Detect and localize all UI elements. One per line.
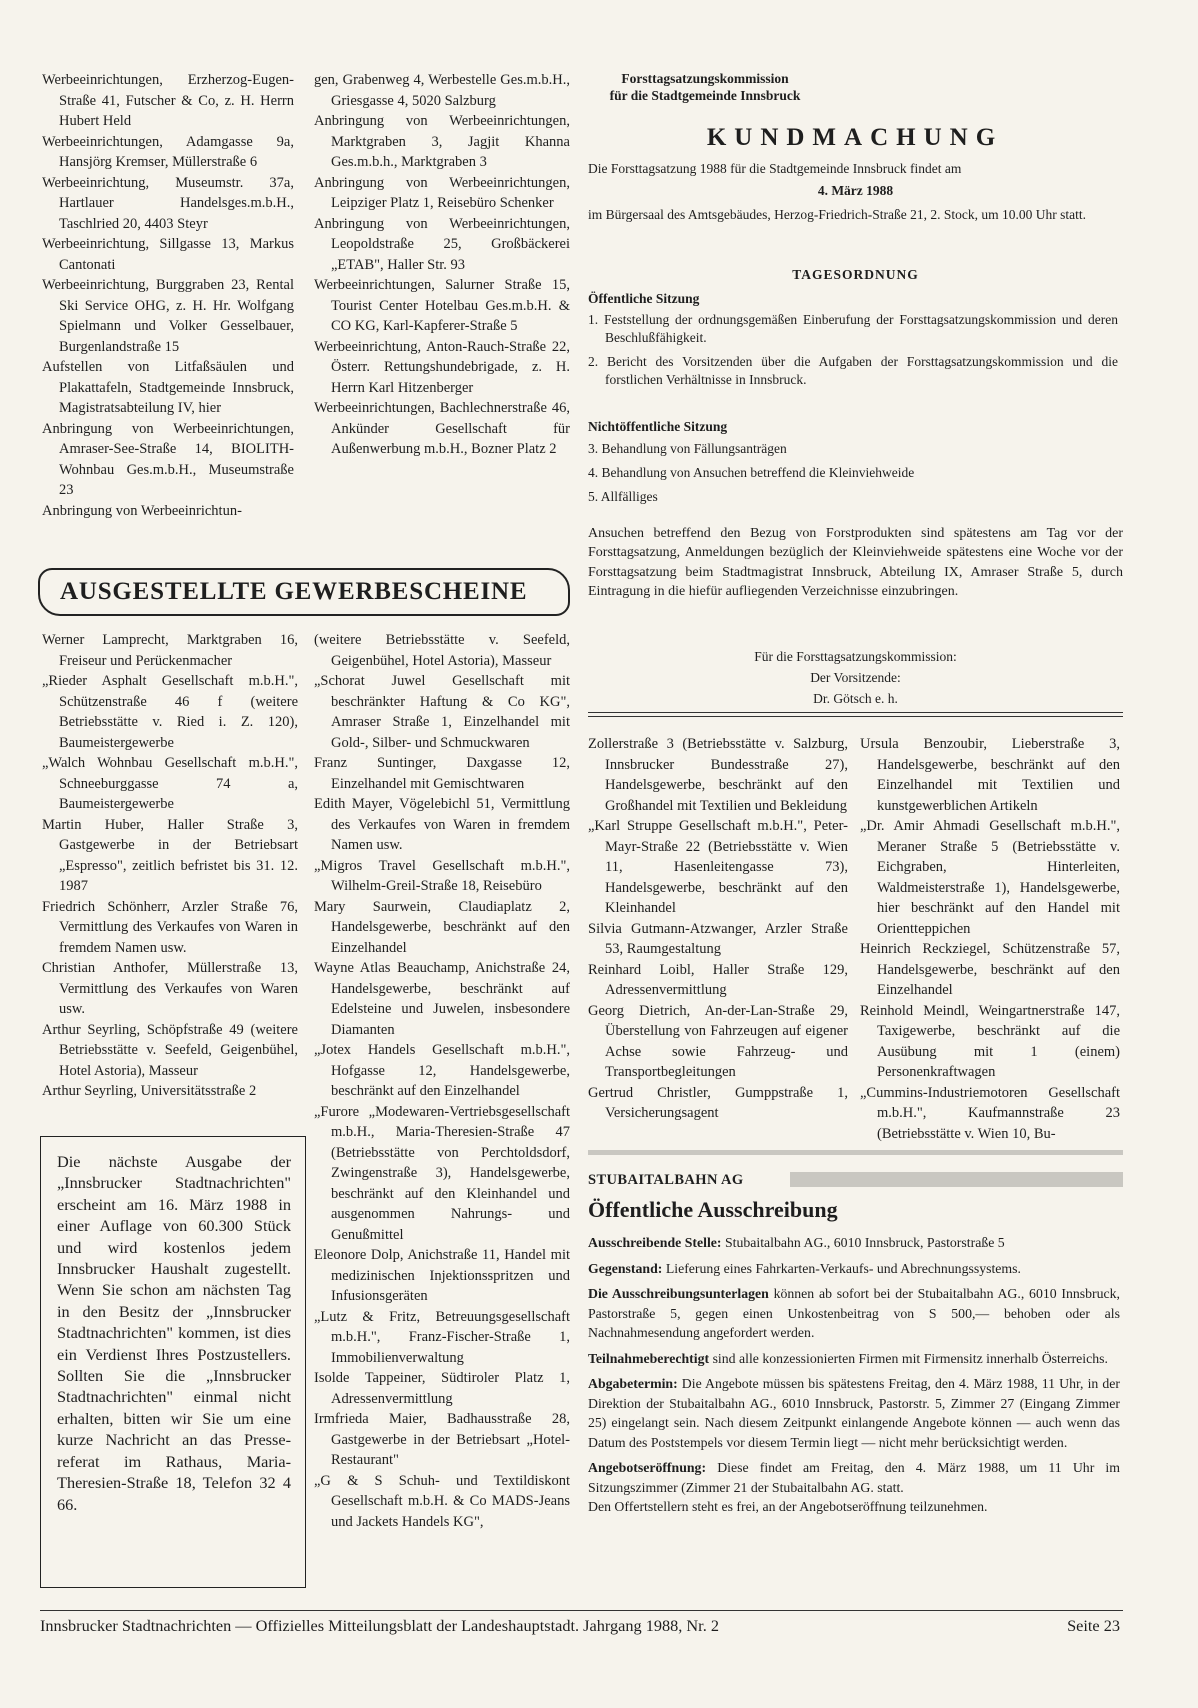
list-item: Werbeeinrichtungen, Erzherzog-Eugen-Straße 41, Futscher & Co, z. H. Herrn Hubert Held — [42, 72, 294, 129]
paragraph-text: Lieferung eines Fahrkarten-Verkaufs- und Abrechnungssystems. — [665, 1260, 1021, 1276]
agenda-item: 2. Bericht des Vorsitzenden über die Aufgaben der Forsttagsatzungskommission und die forstlichen Verhältnisse in Innsbruck. — [588, 354, 1118, 387]
agenda-item: 1. Feststellung der ordnungsgemäßen Einberufung der Forsttagsatzungskommission und deren Beschlußfähigkeit. — [588, 312, 1118, 345]
org-line-1: Forsttagsatzungskommission — [621, 71, 789, 86]
list-item: „Walch Wohnbau Gesellschaft m.b.H.", Schneeburggasse 74 a, Baumeistergewerbe — [42, 755, 298, 812]
list-item: Heinrich Reckziegel, Schützenstraße 57, Handelsgewerbe, beschränkt auf den Einzelhandel — [860, 941, 1120, 998]
list-item: „Lutz & Fritz, Betreuungsgesellschaft m.b.H.", Franz-Fischer-Straße 1, Immobilienverwaltung — [314, 1308, 570, 1366]
list-item: Zollerstraße 3 (Betriebsstätte v. Salzburg, Innsbrucker Bundesstraße 27), Handelsgewerbe, beschränkt auf den Großhandel mit Textilien und Bekleidung — [588, 736, 848, 814]
private-session-title: Nichtöffentliche Sitzung — [588, 419, 728, 434]
paragraph-label: Abgabetermin: — [588, 1376, 678, 1391]
list-item: Christian Anthofer, Müllerstraße 13, Vermittlung des Verkaufes von Waren usw. — [42, 960, 298, 1017]
org-line-2: für die Stadtgemeinde Innsbruck — [609, 88, 801, 103]
list-item: Irmfrieda Maier, Badhausstraße 28, Gastgewerbe in der Betriebsart „Hotel-Restaurant" — [314, 1411, 570, 1468]
list-item: Werbeeinrichtungen, Salurner Straße 15, Tourist Center Hotelbau Ges.m.b.H. & CO KG, Karl-Kapferer-Straße 5 — [314, 277, 570, 334]
list-item: Friedrich Schönherr, Arzler Straße 76, Vermittlung des Verkaufes von Waren in fremdem Namen usw. — [42, 898, 298, 956]
ausschreibung-title: Öffentliche Ausschreibung — [588, 1197, 838, 1222]
signature-line: Dr. Götsch e. h. — [813, 691, 898, 706]
notice-text: Die nächste Ausgabe der „Innsbrucker Stadtnachrichten" erscheint am 16. März 1988 in einer Auflage von 60.300 Stück und wird kostenlos jedem Innsbrucker Haushalt zugestellt. Wenn Sie schon am nächsten Tag in den Besitz der „Innsbrucker Stadtnachrichten" kommen, ist dies ein Verdienst Ihres Postzustellers. Sollten Sie die „Innsbrucker Stadtnachrichten" einmal nicht erhalten, bitten wir Sie um eine kurze Nachricht an das Presse-referat im Rathaus, Maria-Theresien-Straße 18, Telefon 32 4 66. — [57, 1152, 291, 1514]
list-item: Wayne Atlas Beauchamp, Anichstraße 24, Handelsgewerbe, beschränkt auf Edelsteine und Juwelen, insbesondere Diamanten — [314, 960, 570, 1038]
page-number: Seite 23 — [1067, 1616, 1120, 1635]
col3-bottom-listing — [588, 734, 848, 1124]
list-item: Anbringung von Werbeeinrichtungen, Amraser-See-Straße 14, BIOLITH-Wohnbau Ges.m.b.H., Museumstraße 23 — [42, 420, 294, 498]
kundmachung-title: KUNDMACHUNG — [706, 124, 1004, 151]
col4-bottom-listing — [860, 734, 1120, 1144]
ausschreibung-paragraph — [588, 1259, 1120, 1279]
divider — [588, 712, 1123, 713]
ausschreibung-paragraph — [588, 1349, 1120, 1369]
ausschreibung-paragraph — [588, 1284, 1120, 1343]
list-item: Edith Mayer, Vögelebichl 51, Vermittlung des Verkaufes von Waren in fremdem Namen usw. — [314, 796, 570, 853]
list-item: „Cummins-Industriemotoren Gesellschaft m.b.H.", Kaufmannstraße 23 (Betriebsstätte v. Wien 10, Bu- — [860, 1084, 1120, 1142]
list-item: gen, Grabenweg 4, Werbestelle Ges.m.b.H., Griesgasse 4, 5020 Salzburg — [314, 72, 570, 109]
list-item: Anbringung von Werbeeinrichtungen, Marktgraben 3, Jagjit Khanna Ges.m.b.h., Marktgraben 3 — [314, 113, 570, 170]
list-item: Anbringung von Werbeeinrichtungen, Leipziger Platz 1, Reisebüro Schenker — [314, 174, 570, 211]
agenda-title: TAGESORDNUNG — [792, 267, 919, 282]
kundmachung-intro: Die Forsttagsatzung 1988 für die Stadtgemeinde Innsbruck findet am — [588, 161, 962, 176]
paragraph-text: Stubaitalbahn AG., 6010 Innsbruck, Pastorstraße 5 — [724, 1235, 1005, 1250]
paragraph-label: Ausschreibende Stelle: — [588, 1235, 722, 1250]
agenda-item: 4. Behandlung von Ansuchen betreffend die Kleinviehweide — [588, 465, 915, 480]
kundmachung-signature — [588, 646, 1123, 709]
list-item: „Furore „Modewaren-Vertriebsgesellschaft m.b.H., Maria-Theresien-Straße 47 (Betriebsstätte von Perchtoldsdorf, Zwingenstraße 3), Handelsgewerbe, beschränkt auf den Kleinhandel und ausgenommen Nahrungs- und Genußmittel — [314, 1103, 570, 1243]
col2-bottom-listing — [314, 630, 570, 1532]
list-item: Martin Huber, Haller Straße 3, Gastgewerbe in der Betriebsart „Espresso", zeitlich befristet bis 31. 12. 1987 — [42, 816, 298, 894]
ausschreibung-body — [588, 1233, 1120, 1523]
ausschreibung-paragraph — [588, 1497, 1120, 1517]
paragraph-label: Gegenstand: — [588, 1260, 663, 1276]
list-item: „Rieder Asphalt Gesellschaft m.b.H.", Schützenstraße 46 f (weitere Betriebsstätte v. Ried i. Z. 120), Baumeistergewerbe — [42, 673, 298, 751]
ausschreibung-paragraph — [588, 1374, 1120, 1452]
section-heading-text: AUSGESTELLTE GEWERBESCHEINE — [60, 578, 528, 605]
list-item: Aufstellen von Litfaßsäulen und Plakattafeln, Stadtgemeinde Innsbruck, Magistratsabteilung IV, hier — [42, 359, 294, 416]
list-item: Mary Saurwein, Claudiaplatz 2, Handelsgewerbe, beschränkt auf den Einzelhandel — [314, 898, 570, 956]
list-item: „Karl Struppe Gesellschaft m.b.H.", Peter-Mayr-Straße 22 (Betriebsstätte v. Wien 11, Hasenleitengasse 73), Handelsgewerbe, beschränkt auf den Kleinhandel — [588, 818, 848, 916]
col1-bottom-listing — [42, 630, 298, 1102]
next-issue-notice-box — [40, 1136, 306, 1588]
kundmachung-place: im Bürgersaal des Amtsgebäudes, Herzog-Friedrich-Straße 21, 2. Stock, um 10.00 Uhr statt. — [588, 207, 1087, 222]
list-item: „G & S Schuh- und Textildiskont Gesellschaft m.b.H. & Co MADS-Jeans und Jackets Handels KG", — [314, 1472, 570, 1530]
list-item: Eleonore Dolp, Anichstraße 11, Handel mit medizinischen Injektionsspritzen und Infusionsgeräten — [314, 1247, 570, 1304]
list-item: Reinhold Meindl, Weingartnerstraße 147, Taxigewerbe, beschränkt auf die Ausübung mit 1 (einem) Personenkraftwagen — [860, 1002, 1120, 1080]
public-session-title: Öffentliche Sitzung — [588, 291, 700, 306]
kundmachung-closing: Ansuchen betreffend den Bezug von Forstprodukten sind spätestens am Tag vor der Forsttagsatzung, Anmeldungen bezüglich der Kleinviehweide spätestens eine Woche vor der Forsttagsatzung beim Stadtmagistrat Innsbruck, Abteilung IX, Amraser Straße 5, durch Eintragung in die hiefür aufliegenden Verzeichnisse einzubringen. — [588, 526, 1123, 599]
private-agenda-list — [588, 440, 1123, 506]
list-item: Werbeeinrichtungen, Adamgasse 9a, Hansjörg Kremser, Müllerstraße 6 — [42, 133, 294, 170]
page-footer — [40, 1616, 1120, 1636]
list-item: Franz Suntinger, Daxgasse 12, Einzelhandel mit Gemischtwaren — [314, 755, 570, 792]
signature-line: Der Vorsitzende: — [810, 670, 901, 685]
list-item: Werbeeinrichtung, Burggraben 23, Rental Ski Service OHG, z. H. Hr. Wolfgang Spielmann und Volker Gesselbauer, Burgenlandstraße 15 — [42, 277, 294, 355]
list-item: „Schorat Juwel Gesellschaft mit beschränkter Haftung & Co KG", Amraser Straße 1, Einzelhandel mit Gold-, Silber- und Schmuckwaren — [314, 673, 570, 751]
agenda-item: 5. Allfälliges — [588, 489, 658, 504]
paragraph-text: Den Offertstellern steht es frei, an der Angebotseröffnung teilzunehmen. — [588, 1499, 988, 1514]
col1-top-listing — [42, 70, 294, 521]
list-item: Arthur Seyrling, Schöpfstraße 49 (weitere Betriebsstätte v. Seefeld, Geigenbühel, Hotel Astoria), Masseur — [42, 1021, 298, 1079]
list-item: Reinhard Loibl, Haller Straße 129, Adressenvermittlung — [588, 961, 848, 998]
list-item: „Migros Travel Gesellschaft m.b.H.", Wilhelm-Greil-Straße 18, Reisebüro — [314, 857, 570, 894]
footer-rule — [40, 1610, 1123, 1611]
section-heading-gewerbescheine — [38, 568, 570, 616]
paragraph-label: Angebotseröffnung: — [588, 1460, 707, 1475]
list-item: Anbringung von Werbeeinrichtungen, Leopoldstraße 25, Großbäckerei „ETAB", Haller Str. 93 — [314, 215, 570, 273]
paragraph-label: Die Ausschreibungsunterlagen — [588, 1286, 769, 1301]
ausschreibung-company: STUBAITALBAHN AG — [588, 1172, 744, 1188]
paragraph-text: Die Angebote müssen bis spätestens Freitag, den 4. März 1988, 11 Uhr, in der Direktion der Stubaitalbahn AG., 6010 Innsbruck, Pastorstr. 5, Zimmer 27 (Eingang Zimmer 25) eingelangt sein. Nach diesem Zeitpunkt einlangende Angebote können — auch wenn das Datum des Poststempels vor diesem Termin liegt — nicht mehr berücksichtigt werden. — [588, 1376, 1120, 1450]
list-item: Silvia Gutmann-Atzwanger, Arzler Straße 53, Raumgestaltung — [588, 920, 848, 957]
list-item: Werbeeinrichtung, Museumstr. 37a, Hartlauer Handelsges.m.b.H., Taschlried 20, 4403 Steyr — [42, 174, 294, 232]
footer-publication: Innsbrucker Stadtnachrichten — Offizielles Mitteilungsblatt der Landeshauptstadt. Jahrgang 1988, Nr. 2 — [40, 1616, 719, 1635]
paragraph-text: sind alle konzessionierten Firmen mit Firmensitz innerhalb Österreichs. — [712, 1350, 1108, 1366]
ausschreibung-paragraph — [588, 1233, 1120, 1253]
agenda-item: 3. Behandlung von Fällungsanträgen — [588, 441, 787, 456]
kundmachung-organisation — [585, 70, 825, 104]
divider — [588, 1150, 1123, 1155]
signature-line: Für die Forsttagsatzungskommission: — [754, 649, 957, 664]
public-agenda-list — [588, 311, 1118, 389]
kundmachung-date: 4. März 1988 — [817, 183, 894, 198]
ausschreibung-paragraph — [588, 1458, 1120, 1497]
list-item: Anbringung von Werbeeinrichtun- — [42, 502, 242, 519]
list-item: Gertrud Christler, Gumppstraße 1, Versicherungsagent — [588, 1084, 848, 1121]
col2-top-listing — [314, 70, 570, 460]
list-item: Arthur Seyrling, Universitätsstraße 2 — [42, 1083, 257, 1099]
list-item: (weitere Betriebsstätte v. Seefeld, Geigenbühel, Hotel Astoria), Masseur — [314, 632, 570, 669]
list-item: Ursula Benzoubir, Lieberstraße 3, Handelsgewerbe, beschränkt auf den Einzelhandel mit Textilien und kunstgewerblichen Artikeln — [860, 736, 1120, 814]
paragraph-text: können ab sofort bei der Stubaitalbahn AG., 6010 Innsbruck, Pastorstraße 5, gegen einen Unkostenbeitrag von S 500,— behoben oder als Nachnahmesendung angefordert werden. — [588, 1286, 1121, 1340]
divider — [790, 1172, 1123, 1187]
divider — [588, 716, 1123, 717]
paragraph-label: Teilnahmeberechtigt — [588, 1350, 710, 1366]
list-item: Werbeeinrichtung, Sillgasse 13, Markus Cantonati — [42, 236, 294, 273]
paragraph-text: Diese findet am Freitag, den 4. März 1988, um 11 Uhr im Sitzungszimmer (Zimmer 21 der Stubaitalbahn AG. statt. — [588, 1460, 1120, 1495]
list-item: Georg Dietrich, An-der-Lan-Straße 29, Überstellung von Fahrzeugen auf eigener Achse sowie Fahrzeug- und Transportbegleitungen — [588, 1002, 848, 1080]
list-item: Werbeeinrichtung, Anton-Rauch-Straße 22, Österr. Rettungshundebrigade, z. H. Herrn Karl Hitzenberger — [314, 338, 570, 396]
list-item: „Dr. Amir Ahmadi Gesellschaft m.b.H.", Meraner Straße 5 (Betriebsstätte v. Eichgraben, Hinterleiten, Waldmeisterstraße 1), Handelsgewerbe, hier beschränkt auf den Handel mit Orientteppichen — [860, 818, 1120, 937]
list-item: Isolde Tappeiner, Südtiroler Platz 1, Adressenvermittlung — [314, 1370, 570, 1407]
list-item: Werner Lamprecht, Marktgraben 16, Freiseur und Perückenmacher — [42, 632, 298, 669]
list-item: „Jotex Handels Gesellschaft m.b.H.", Hofgasse 12, Handelsgewerbe, beschränkt auf den Einzelhandel — [314, 1042, 570, 1099]
list-item: Werbeeinrichtungen, Bachlechnerstraße 46, Ankünder Gesellschaft für Außenwerbung m.b.H., Bozner Platz 2 — [314, 400, 570, 457]
